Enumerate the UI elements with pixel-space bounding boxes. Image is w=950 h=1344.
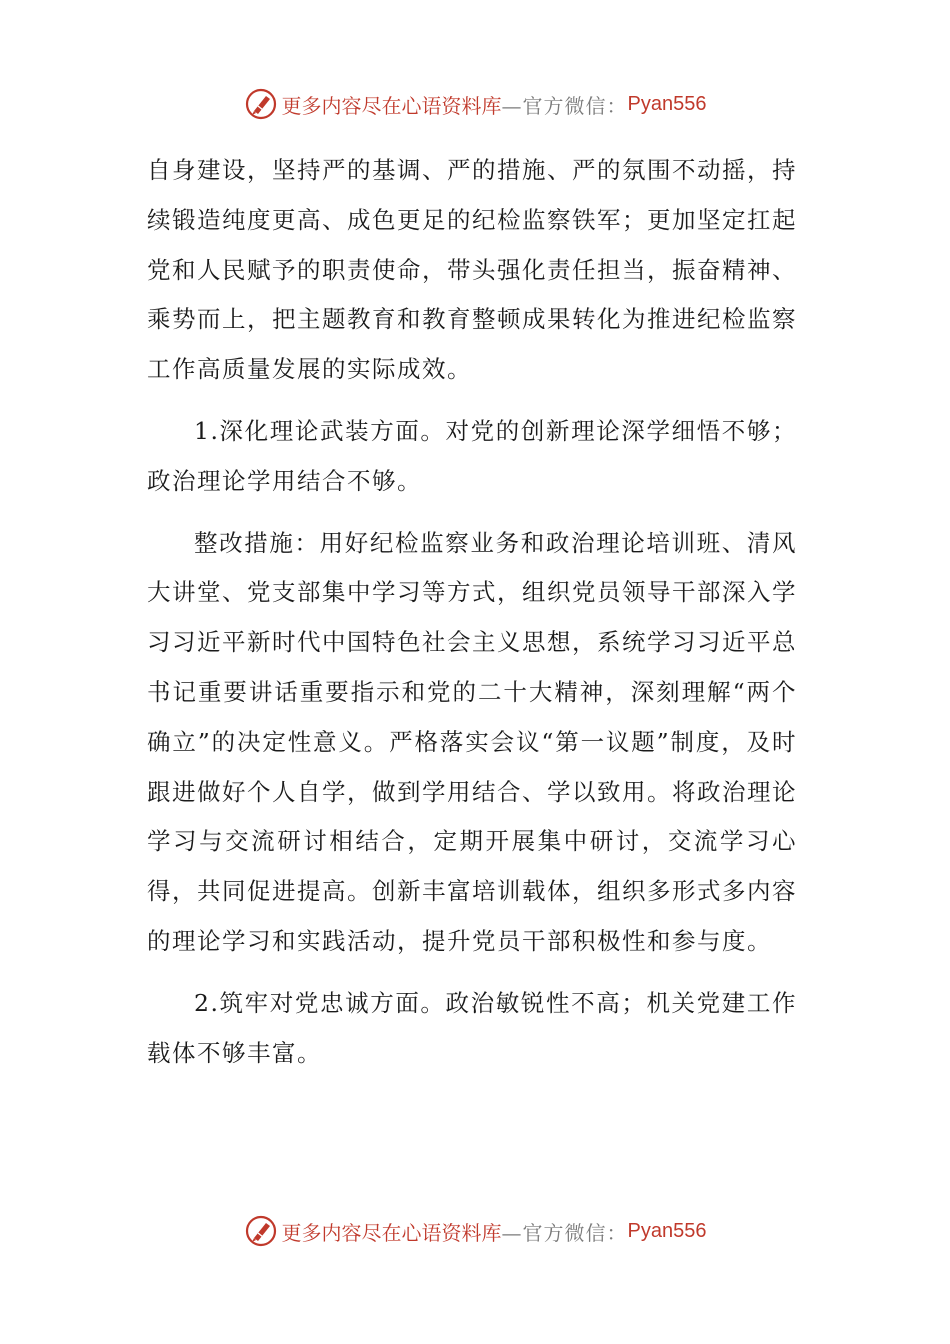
footer-wechat-id: Pyan556 [627, 1219, 707, 1242]
paragraph-item-1-heading: 1.深化理论武装方面。对党的创新理论深学细悟不够；政治理论学用结合不够。 [147, 416, 797, 495]
header-official-text: —官方微信： [501, 93, 628, 118]
document-body [147, 146, 797, 1090]
paragraph-continuation: 自身建设，坚持严的基调、严的措施、严的氛围不动摇，持续锻造纯度更高、成色更足的纪检监察铁军；更加坚定扛起党和人民赋予的职责使命，带头强化责任担当，振奋精神、乘势而上，把主题教育和教育整顿成果转化为推进纪检监察工作高质量发展的实际成效。 [147, 156, 797, 384]
header-banner [0, 84, 950, 124]
header-wechat-id: Pyan556 [627, 92, 707, 115]
pen-nib-logo-icon [244, 1214, 278, 1248]
footer-banner [0, 1211, 950, 1251]
footer-official-text: —官方微信： [501, 1220, 628, 1245]
pen-nib-logo-icon [244, 87, 278, 121]
footer-brand-text: 更多内容尽在心语资料库 [281, 1220, 502, 1245]
paragraph-rectification-measures: 整改措施：用好纪检监察业务和政治理论培训班、清风大讲堂、党支部集中学习等方式，组织党员领导干部深入学习习近平新时代中国特色社会主义思想，系统学习习近平总书记重要讲话重要指示和党的二十大精神，深刻理解“两个确立”的决定性意义。严格落实会议“第一议题”制度，及时跟进做好个人自学，做到学用结合、学以致用。将政治理论学习与交流研讨相结合，定期开展集中研讨，交流学习心得，共同促进提高。创新丰富培训载体，组织多形式多内容的理论学习和实践活动，提升党员干部积极性和参与度。 [147, 528, 797, 955]
paragraph-item-2-heading: 2.筑牢对党忠诚方面。政治敏锐性不高；机关党建工作载体不够丰富。 [147, 988, 797, 1067]
header-brand-text: 更多内容尽在心语资料库 [281, 93, 502, 118]
